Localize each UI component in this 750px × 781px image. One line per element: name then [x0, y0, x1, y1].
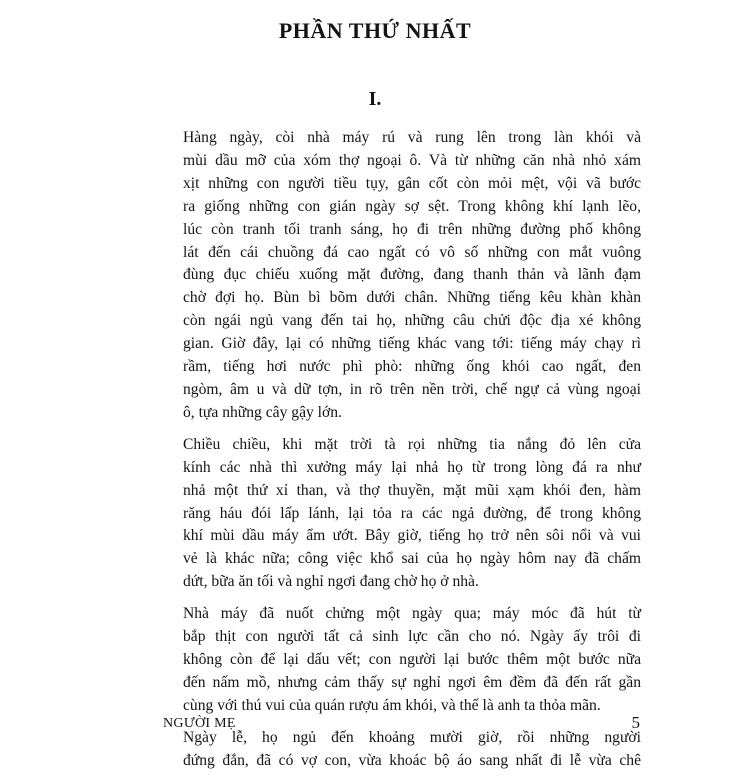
text-line: còn ngái ngủ vang đến tai họ, những câu chửi độc địa xé không: [183, 312, 641, 330]
text-line: vẻ là khác nữa; công việc khổ sai của họ ngày hôm nay đã chấm: [183, 550, 641, 568]
text-line: nhả một thứ xỉ than, và thợ thuyền, mặt mũi xạm khói đen, hàm: [183, 481, 641, 499]
text-line: kính các nhà thì xưởng máy lại nhả họ từ trong lòng đá ra như: [183, 458, 641, 476]
paragraph: [163, 603, 641, 718]
text-line: chờ đợi họ. Bùn bì bõm dưới chân. Những tiếng kêu khàn khàn: [183, 289, 641, 307]
text-line: ngòm, âm u và dữ tợn, in rõ trên nền trời, chế ngự cả vùng ngoại: [183, 380, 641, 398]
text-line: Hàng ngày, còi nhà máy rú và rung lên trong làn khói và: [183, 129, 641, 146]
text-line: đùng đục chiếu xuống mặt đường, đang thanh thản và lãnh đạm: [183, 266, 641, 284]
paragraph: [163, 434, 641, 594]
text-line: Ngày lễ, họ ngủ đến khoảng mười giờ, rồi những người: [183, 728, 641, 746]
text-line: lát đến cái chuồng đá cao ngất có vô số những con mắt vuông: [183, 243, 641, 261]
part-title: PHẦN THỨ NHẤT: [278, 18, 472, 43]
text-line: dứt, bữa ăn tối và nghỉ ngơi đang chờ họ ở nhà.: [183, 573, 479, 591]
text-line: mùi dầu mỡ của xóm thợ ngoại ô. Và từ những căn nhà nhỏ xám: [183, 151, 641, 169]
text-line: đến nấm mồ, nhưng cảm thấy sự nghỉ ngơi êm đềm đã đến rất gần: [183, 673, 641, 691]
text-line: gian. Giờ đây, lại có những tiếng khác vang tới: tiếng máy chạy rì: [183, 335, 641, 353]
body-text: [163, 127, 641, 781]
text-line: rầm, tiếng hơi nước phì phò: những ống khói cao ngất, đen: [183, 358, 641, 376]
page-number: 5: [631, 713, 640, 732]
footer-book-title: NGƯỜI MẸ: [163, 716, 236, 731]
text-line: ra giống những con gián ngày sợ sệt. Trong không khí lạnh lẽo,: [183, 197, 641, 215]
text-line: bắp thịt con người tất cả sinh lực cần cho nó. Ngày ấy trôi đi: [183, 628, 641, 646]
text-line: lúc còn tranh tối tranh sáng, họ đi trên những đường phố không: [183, 220, 641, 238]
text-line: ô, tựa những cây gậy lớn.: [183, 403, 342, 421]
text-line: không còn để lại dấu vết; con người lại bước thêm một bước nữa: [183, 650, 641, 668]
text-line: xịt những con người tiều tụy, gân cốt còn mỏi mệt, vội vã bước: [183, 174, 641, 192]
text-line: đứng đắn, đã có vợ con, vừa khoác bộ áo sang nhất đi lễ vừa chê: [183, 751, 641, 769]
text-line: Chiều chiều, khi mặt trời tà rọi những tia nắng đỏ lên cửa: [183, 435, 641, 453]
text-line: cùng với thú vui của quán rượu ám khói, và thế là anh ta thỏa mãn.: [183, 696, 601, 714]
paragraph: [163, 127, 641, 425]
text-line: răng háu đói lấp lánh, lại tỏa ra các ngả đường, để trong không: [183, 504, 641, 522]
chapter-title: I.: [368, 88, 382, 110]
text-line: khí mùi dầu máy ẩm ướt. Bây giờ, tiếng họ trở nên sôi nổi và vui: [183, 527, 641, 545]
text-line: Nhà máy đã nuốt chửng một ngày qua; máy móc đã hút từ: [183, 605, 641, 623]
